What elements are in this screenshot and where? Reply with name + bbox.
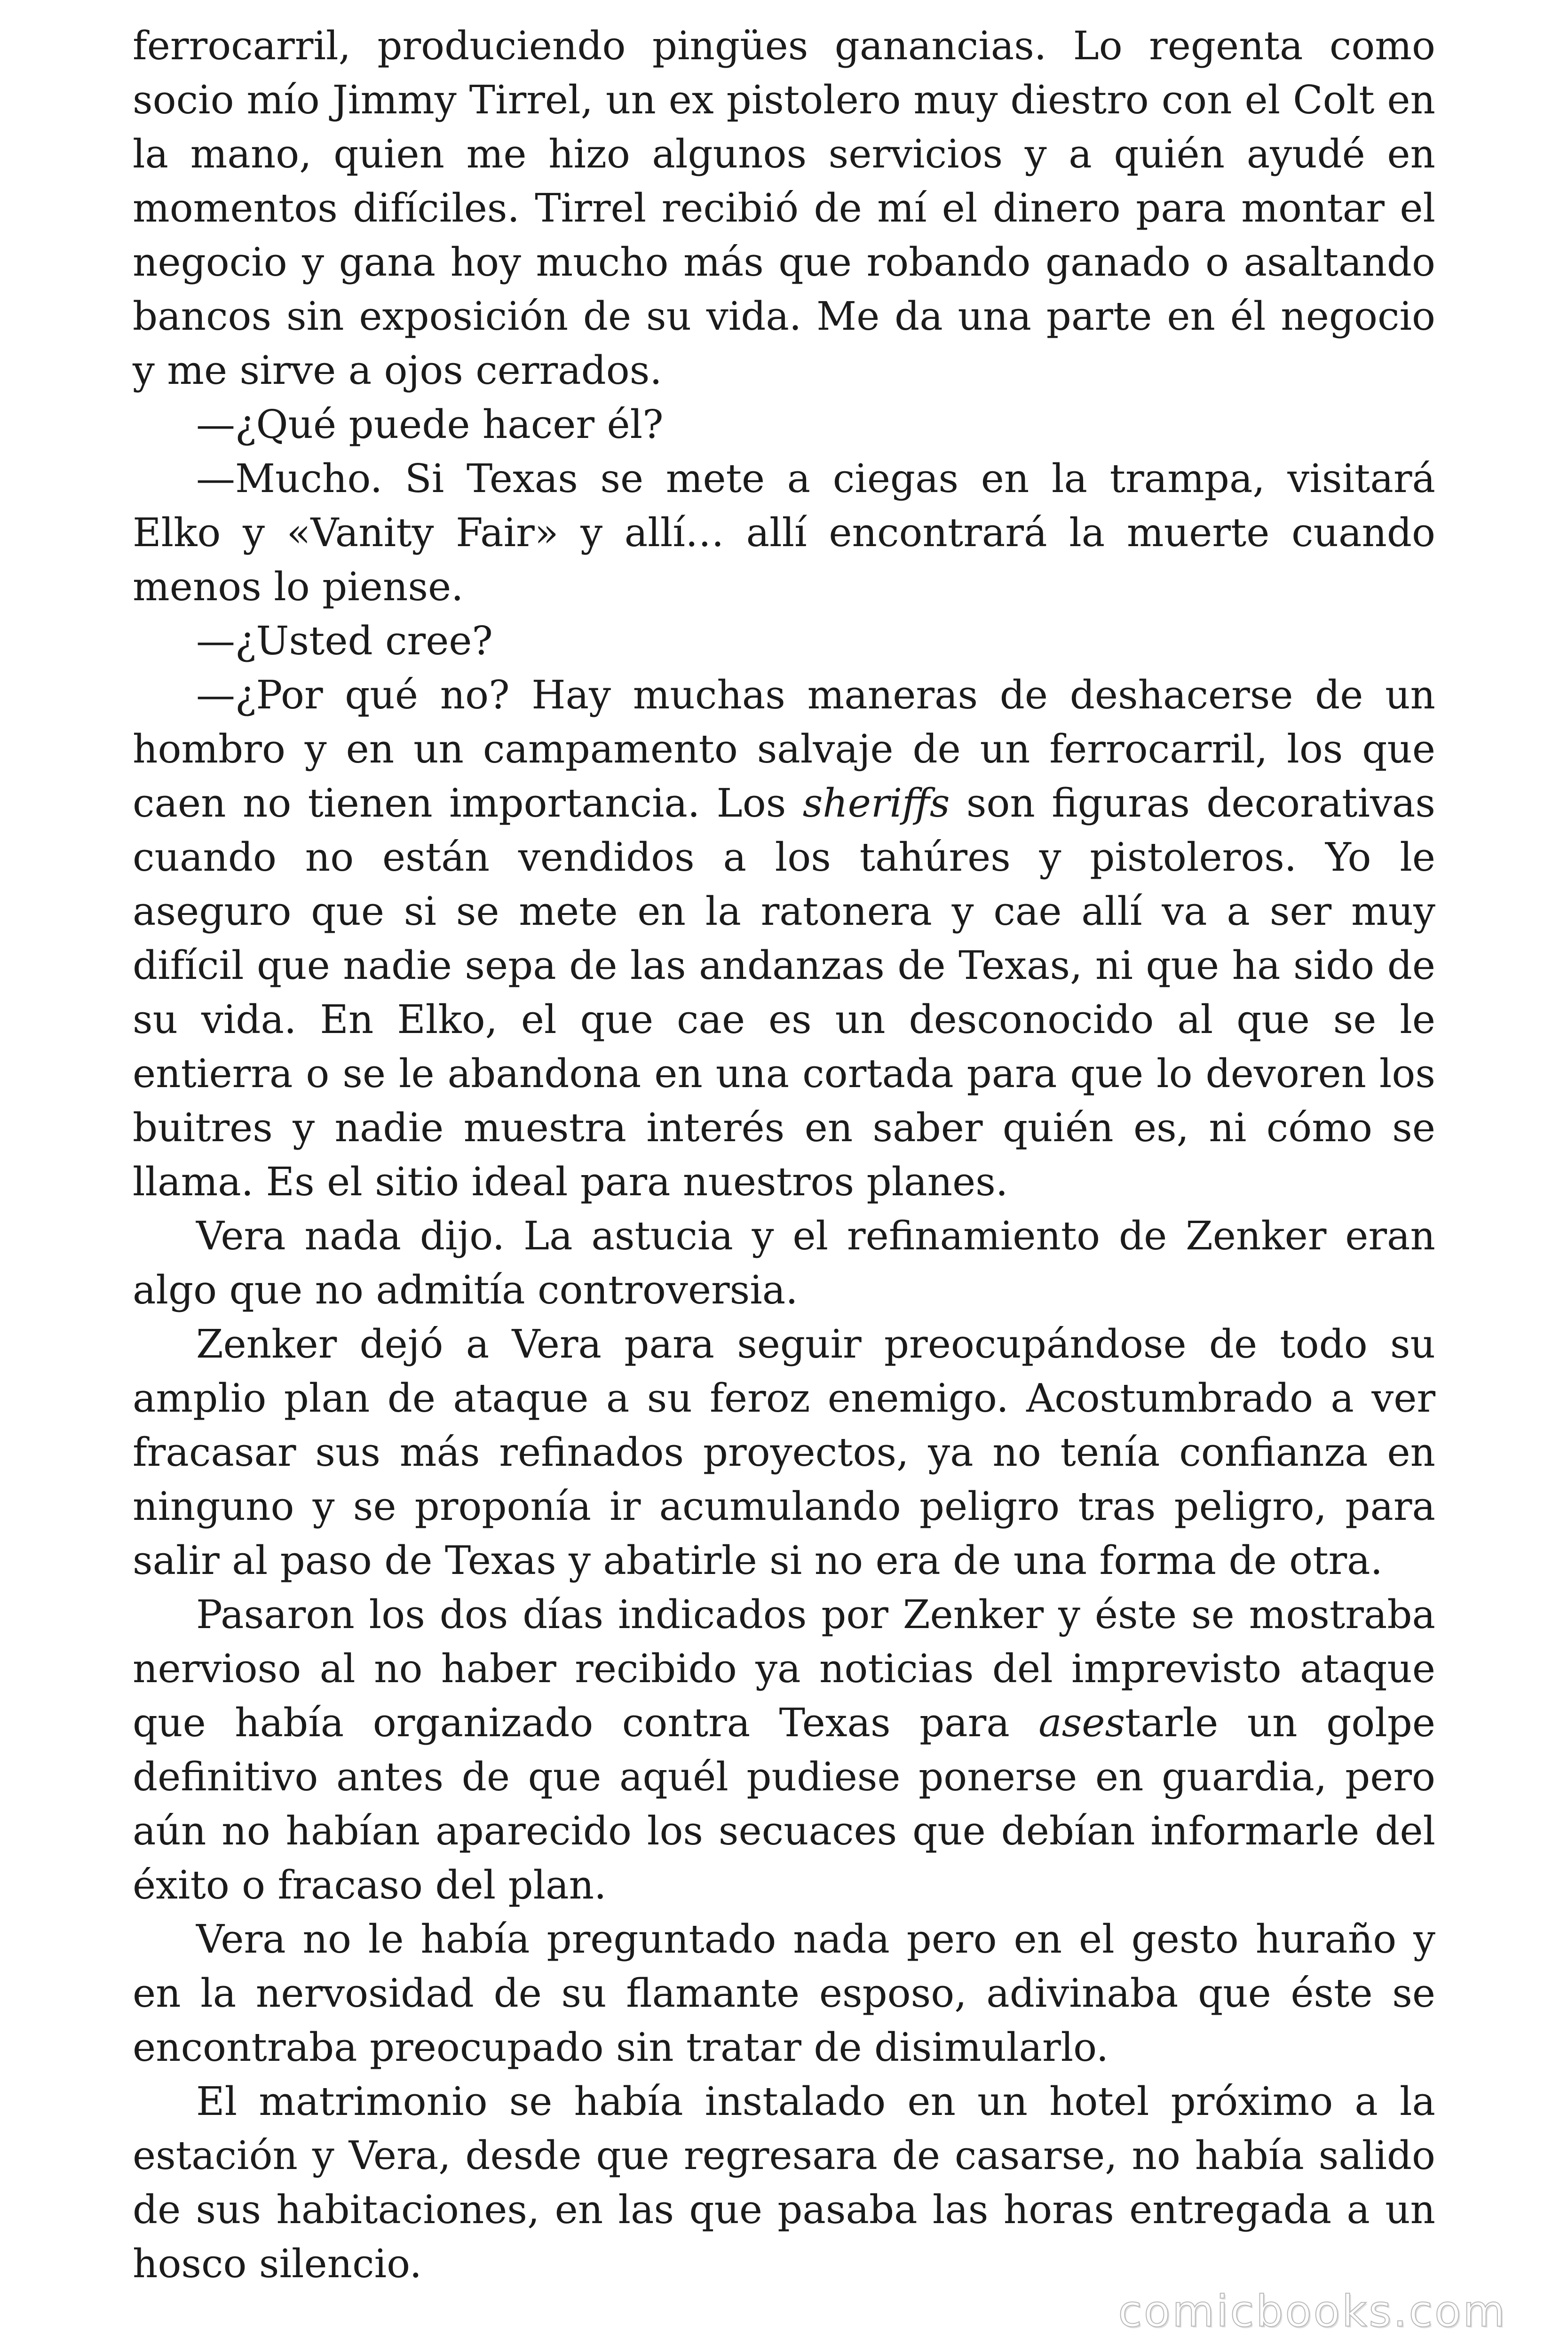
paragraph-text: Vera nada dijo. La astucia y el refinamiento de Zenker eran algo que no admitía controversia. bbox=[133, 1213, 1435, 1313]
paragraph bbox=[133, 1912, 1435, 2074]
paragraph-text: Pasaron los dos días indicados por Zenker y éste se mostraba nervioso al no haber recibido ya noticias del imprevisto ataque que había organizado contra Texas para bbox=[133, 1592, 1435, 1746]
paragraph bbox=[133, 1588, 1435, 1912]
italic-text: sheriffs bbox=[802, 780, 950, 826]
paragraph bbox=[133, 452, 1435, 614]
paragraph bbox=[133, 1209, 1435, 1317]
paragraph bbox=[133, 1317, 1435, 1588]
paragraph bbox=[133, 668, 1435, 1209]
paragraph-text: —¿Qué puede hacer él? bbox=[196, 402, 664, 447]
paragraph bbox=[133, 2074, 1435, 2291]
paragraph-text: ferrocarril, produciendo pingües ganancias. Lo regenta como socio mío Jimmy Tirrel, un ex pistolero muy diestro con el Colt en la mano, quien me hizo algunos servicios y a quién ayudé en momentos difíciles. Tirrel recibió de mí el dinero para montar el negocio y gana hoy mucho más que robando ganado o asaltando bancos sin exposición de su vida. Me da una parte en él negocio y me sirve a ojos cerrados. bbox=[133, 23, 1435, 393]
paragraph-text: tarle un golpe definitivo antes de que aquél pudiese ponerse en guardia, pero aún no habían aparecido los secuaces que debían informarle del éxito o fracaso del plan. bbox=[133, 1700, 1435, 1908]
watermark-logo: comicbooks.com bbox=[1118, 2286, 1507, 2336]
paragraph-text: —Mucho. Si Texas se mete a ciegas en la trampa, visitará Elko y «Vanity Fair» y allí… allí encontrará la muerte cuando menos lo piense. bbox=[133, 456, 1435, 610]
paragraph-text: El matrimonio se había instalado en un hotel próximo a la estación y Vera, desde que regresara de casarse, no había salido de sus habitaciones, en las que pasaba las horas entregada a un hosco silencio. bbox=[133, 2079, 1435, 2287]
paragraph bbox=[133, 397, 1435, 452]
paragraph-text: —¿Por qué no? Hay muchas maneras de deshacerse de un hombro y en un campamento salvaje de un ferrocarril, los que caen no tienen importancia. Los bbox=[133, 672, 1435, 826]
paragraph bbox=[133, 19, 1435, 397]
italic-text: ases bbox=[1038, 1700, 1125, 1746]
book-page-text bbox=[133, 19, 1435, 2291]
paragraph-text: —¿Usted cree? bbox=[196, 618, 493, 664]
paragraph-text: Zenker dejó a Vera para seguir preocupándose de todo su amplio plan de ataque a su feroz enemigo. Acostumbrado a ver fracasar sus más refinados proyectos, ya no tenía confianza en ninguno y se proponía ir acumulando peligro tras peligro, para salir al paso de Texas y abatirle si no era de una forma de otra. bbox=[133, 1321, 1435, 1583]
paragraph-text: son figuras decorativas cuando no están vendidos a los tahúres y pistoleros. Yo le aseguro que si se mete en la ratonera y cae allí va a ser muy difícil que nadie sepa de las andanzas de Texas, ni que ha sido de su vida. En Elko, el que cae es un desconocido al que se le entierra o se le abandona en una cortada para que lo devoren los buitres y nadie muestra interés en saber quién es, ni cómo se llama. Es el sitio ideal para nuestros planes. bbox=[133, 780, 1435, 1205]
paragraph-text: Vera no le había preguntado nada pero en el gesto huraño y en la nervosidad de su flamante esposo, adivinaba que éste se encontraba preocupado sin tratar de disimularlo. bbox=[133, 1916, 1435, 2070]
paragraph bbox=[133, 614, 1435, 668]
